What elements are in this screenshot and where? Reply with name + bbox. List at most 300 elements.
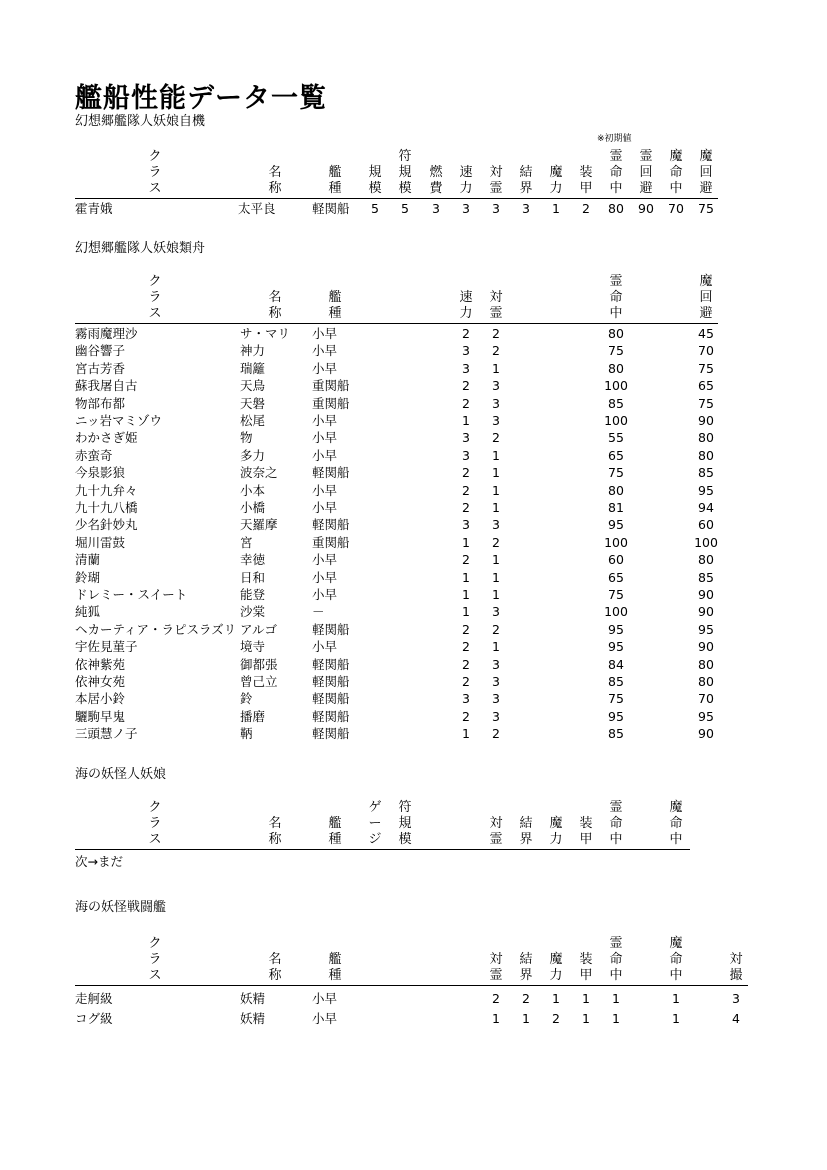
- table-cell: 95: [698, 708, 714, 724]
- table-cell: 75: [608, 465, 624, 481]
- header-char: ー: [368, 816, 382, 831]
- table-cell: 85: [608, 395, 624, 411]
- header-char: 魔: [669, 149, 683, 164]
- header-rule: [75, 849, 690, 850]
- row-class-name: 本居小鈴: [75, 691, 126, 707]
- table-cell: 95: [698, 621, 714, 637]
- header-char: 種: [328, 306, 342, 321]
- row-class-name: ドレミー・スイート: [75, 587, 188, 602]
- table-cell: 3: [432, 201, 440, 216]
- table-cell: 日和: [240, 569, 266, 585]
- header-char: 力: [459, 306, 473, 321]
- row-class-name: 宮古芳香: [75, 360, 126, 376]
- header-char: 艦: [328, 165, 342, 180]
- header-char: 魔: [669, 936, 683, 951]
- table-cell: 軽関船: [312, 674, 350, 689]
- table-cell: 80: [698, 552, 714, 568]
- column-header: [696, 149, 716, 197]
- row-class-name: 宇佐見菫子: [75, 639, 138, 655]
- table-cell: 軽関船: [312, 691, 350, 707]
- header-char: 霊: [489, 181, 503, 196]
- header-char: ク: [148, 936, 162, 951]
- table-cell: 1: [582, 1011, 590, 1026]
- table-cell: 2: [492, 621, 500, 637]
- table-cell: 1: [462, 534, 470, 550]
- row-class-name: 九十九弁々: [75, 482, 138, 498]
- header-char: 結: [519, 816, 533, 831]
- column-header: [395, 149, 415, 197]
- table-cell: 85: [698, 465, 714, 481]
- row-class-name: ニッ岩マミゾウ: [75, 413, 163, 428]
- header-char: 称: [268, 306, 282, 321]
- table-cell: 小早: [312, 1011, 338, 1026]
- table-cell: 瑞籬: [240, 360, 266, 376]
- row-class-name: 清蘭: [75, 552, 101, 568]
- row-class-name: 九十九八橋: [75, 500, 138, 515]
- initial-value-note: ※初期値: [597, 134, 632, 144]
- table-cell: 84: [608, 656, 624, 672]
- table-cell: 妖精: [240, 1011, 266, 1026]
- column-header: [726, 952, 746, 984]
- column-header: [325, 290, 345, 322]
- header-char: 力: [549, 968, 563, 983]
- header-char: 中: [669, 832, 683, 847]
- column-header: [576, 816, 596, 848]
- table-cell: 60: [698, 517, 714, 533]
- header-char: 霊: [609, 800, 623, 815]
- header-rule: [75, 985, 748, 986]
- header-char: 回: [699, 290, 713, 305]
- table-cell: 5: [371, 201, 379, 216]
- table-cell: 3: [492, 413, 500, 428]
- table-cell: 軽関船: [312, 201, 350, 216]
- table-cell: 1: [462, 569, 470, 585]
- table-cell: 3: [462, 447, 470, 463]
- table-cell: 1: [492, 552, 500, 568]
- header-char: 称: [268, 832, 282, 847]
- table-cell: 1: [522, 1011, 530, 1026]
- header-char: ラ: [148, 816, 162, 831]
- header-char: 種: [328, 181, 342, 196]
- table-cell: 3: [492, 604, 500, 620]
- header-char: 霊: [489, 968, 503, 983]
- table-cell: 3: [462, 430, 470, 446]
- table-cell: 2: [492, 534, 500, 550]
- table-cell: 80: [608, 482, 624, 498]
- header-char: 名: [268, 165, 282, 180]
- header-char: 規: [368, 165, 382, 180]
- header-char: ク: [148, 800, 162, 815]
- table-cell: 宮: [240, 534, 253, 550]
- table-cell: 天磐: [240, 395, 266, 411]
- row-class-name: 霍青娥: [75, 201, 113, 216]
- section-title: 幻想郷艦隊人妖娘類舟: [75, 241, 206, 256]
- table-cell: 3: [492, 656, 500, 672]
- row-class-name: コグ級: [75, 1011, 113, 1026]
- header-char: 魔: [699, 149, 713, 164]
- table-cell: 94: [698, 500, 714, 515]
- section-title: 海の妖怪戦闘艦: [75, 900, 167, 915]
- table-cell: 2: [492, 430, 500, 446]
- table-cell: 80: [698, 447, 714, 463]
- table-cell: 1: [672, 991, 680, 1006]
- table-cell: 1: [492, 447, 500, 463]
- table-cell: 70: [698, 343, 714, 359]
- header-char: 界: [519, 832, 533, 847]
- header-char: 霊: [609, 149, 623, 164]
- table-cell: 鞆: [240, 726, 253, 742]
- table-cell: 3: [492, 691, 500, 707]
- table-cell: 5: [401, 201, 409, 216]
- column-header: [365, 165, 385, 197]
- table-cell: 1: [492, 482, 500, 498]
- table-cell: 2: [462, 395, 470, 411]
- header-char: ラ: [148, 165, 162, 180]
- row-class-name: 堀川雷鼓: [75, 534, 126, 550]
- table-cell: 1: [672, 1011, 680, 1026]
- table-cell: 70: [698, 691, 714, 707]
- table-cell: 1: [492, 587, 500, 602]
- table-cell: 75: [698, 201, 714, 216]
- table-cell: 75: [698, 360, 714, 376]
- table-cell: 3: [492, 395, 500, 411]
- table-cell: 90: [698, 604, 714, 620]
- section-title: 海の妖怪人妖娘: [75, 767, 167, 782]
- table-cell: 1: [552, 991, 560, 1006]
- row-class-name: 三頭慧ノ子: [75, 726, 138, 742]
- header-char: 装: [579, 952, 593, 967]
- column-header: [426, 165, 446, 197]
- header-char: 燃: [429, 165, 443, 180]
- row-class-name: わかさぎ姫: [75, 430, 138, 446]
- table-cell: 御都張: [240, 656, 278, 672]
- table-cell: 小早: [312, 500, 338, 515]
- table-cell: 65: [608, 447, 624, 463]
- table-cell: 2: [462, 378, 470, 394]
- header-char: 避: [699, 306, 713, 321]
- table-cell: 45: [698, 326, 714, 341]
- page-title: 艦船性能データ一覧: [75, 83, 327, 114]
- table-cell: 90: [698, 587, 714, 602]
- table-cell: 1: [612, 1011, 620, 1026]
- column-header: [145, 274, 165, 322]
- column-header: [576, 165, 596, 197]
- header-char: 命: [609, 952, 623, 967]
- column-header: [395, 800, 415, 848]
- row-class-name: 純狐: [75, 604, 101, 620]
- header-char: 命: [609, 165, 623, 180]
- table-cell: 2: [492, 991, 500, 1006]
- table-cell: 85: [608, 726, 624, 742]
- column-header: [666, 936, 686, 984]
- header-char: ク: [148, 149, 162, 164]
- header-char: 名: [268, 952, 282, 967]
- column-header: [606, 149, 626, 197]
- column-header: [486, 952, 506, 984]
- header-char: 魔: [549, 165, 563, 180]
- pending-note: 次→まだ: [75, 854, 123, 869]
- table-cell: 65: [608, 569, 624, 585]
- table-cell: 1: [552, 201, 560, 216]
- table-cell: 100: [604, 413, 628, 428]
- header-char: 対: [489, 952, 503, 967]
- table-cell: 小本: [240, 482, 266, 498]
- table-cell: 80: [608, 201, 624, 216]
- column-header: [606, 936, 626, 984]
- table-cell: 3: [462, 201, 470, 216]
- table-cell: 妖精: [240, 991, 266, 1006]
- table-cell: 播磨: [240, 708, 266, 724]
- header-char: 規: [398, 816, 412, 831]
- table-cell: 55: [608, 430, 624, 446]
- header-char: 界: [519, 181, 533, 196]
- header-char: 艦: [328, 952, 342, 967]
- table-cell: 80: [608, 326, 624, 341]
- table-cell: 3: [492, 708, 500, 724]
- column-header: [546, 816, 566, 848]
- table-cell: 1: [492, 569, 500, 585]
- table-cell: 100: [604, 604, 628, 620]
- table-cell: 1: [582, 991, 590, 1006]
- header-char: 力: [549, 181, 563, 196]
- table-cell: 2: [462, 500, 470, 515]
- table-cell: 85: [608, 674, 624, 689]
- table-cell: 2: [462, 482, 470, 498]
- header-char: 称: [268, 181, 282, 196]
- table-cell: －: [312, 604, 325, 620]
- header-char: 魔: [549, 952, 563, 967]
- table-cell: 2: [492, 726, 500, 742]
- header-char: 中: [669, 968, 683, 983]
- table-cell: 95: [698, 482, 714, 498]
- table-cell: 1: [492, 360, 500, 376]
- table-cell: 重関船: [312, 395, 350, 411]
- column-header: [546, 165, 566, 197]
- table-cell: 75: [608, 343, 624, 359]
- table-cell: 小早: [312, 639, 338, 655]
- header-char: 模: [398, 181, 412, 196]
- header-char: 名: [268, 816, 282, 831]
- header-char: 命: [609, 290, 623, 305]
- header-char: 霊: [609, 274, 623, 289]
- row-class-name: 赤蛮奇: [75, 447, 113, 463]
- table-cell: 鈴: [240, 691, 253, 707]
- table-cell: 小早: [312, 413, 338, 428]
- column-header: [486, 165, 506, 197]
- table-cell: 2: [492, 343, 500, 359]
- header-char: 名: [268, 290, 282, 305]
- table-cell: 100: [604, 378, 628, 394]
- row-class-name: 今泉影狼: [75, 465, 126, 481]
- header-char: 対: [729, 952, 743, 967]
- header-char: 装: [579, 165, 593, 180]
- header-char: 中: [609, 968, 623, 983]
- table-cell: 90: [698, 726, 714, 742]
- table-cell: 1: [492, 639, 500, 655]
- header-char: 魔: [669, 800, 683, 815]
- header-char: 速: [459, 290, 473, 305]
- table-cell: 1: [492, 500, 500, 515]
- row-class-name: 物部布都: [75, 395, 126, 411]
- row-class-name: 幽谷響子: [75, 343, 126, 359]
- table-cell: 小早: [312, 552, 338, 568]
- column-header: [486, 816, 506, 848]
- table-cell: 3: [462, 517, 470, 533]
- table-cell: 75: [608, 691, 624, 707]
- table-cell: 小橋: [240, 500, 266, 515]
- row-class-name: 鈴瑚: [75, 569, 101, 585]
- table-cell: サ・マリ: [240, 326, 291, 341]
- column-header: [325, 816, 345, 848]
- table-cell: 3: [462, 343, 470, 359]
- row-class-name: 依神紫苑: [75, 656, 126, 672]
- column-header: [606, 800, 626, 848]
- header-char: 種: [328, 968, 342, 983]
- table-cell: 2: [462, 465, 470, 481]
- table-cell: 軽関船: [312, 656, 350, 672]
- table-cell: 神力: [240, 343, 266, 359]
- table-cell: 1: [462, 413, 470, 428]
- column-header: [516, 165, 536, 197]
- header-char: 中: [609, 306, 623, 321]
- header-char: 結: [519, 952, 533, 967]
- table-cell: 沙棠: [240, 604, 266, 620]
- row-class-name: 少名針妙丸: [75, 517, 138, 533]
- column-header: [325, 952, 345, 984]
- row-class-name: 驪駒早鬼: [75, 708, 126, 724]
- column-header: [546, 952, 566, 984]
- table-cell: アルゴ: [240, 621, 278, 637]
- column-header: [606, 274, 626, 322]
- row-class-name: 依神女苑: [75, 674, 126, 689]
- section-title: 幻想郷艦隊人妖娘自機: [75, 114, 206, 129]
- header-char: ラ: [148, 290, 162, 305]
- table-cell: 境寺: [240, 639, 266, 655]
- table-cell: 小早: [312, 430, 338, 446]
- header-char: 力: [459, 181, 473, 196]
- header-char: 中: [609, 181, 623, 196]
- table-cell: 60: [608, 552, 624, 568]
- table-cell: 小早: [312, 991, 338, 1006]
- column-header: [456, 290, 476, 322]
- header-char: ゲ: [368, 800, 382, 815]
- header-char: 称: [268, 968, 282, 983]
- column-header: [365, 800, 385, 848]
- header-char: 甲: [579, 968, 593, 983]
- table-cell: 天羅摩: [240, 517, 278, 533]
- column-header: [696, 274, 716, 322]
- table-cell: 3: [492, 517, 500, 533]
- table-cell: 軽関船: [312, 517, 350, 533]
- table-cell: 2: [552, 1011, 560, 1026]
- column-header: [145, 800, 165, 848]
- table-cell: 軽関船: [312, 621, 350, 637]
- table-cell: 3: [732, 991, 740, 1006]
- header-char: 符: [398, 800, 412, 815]
- header-char: 模: [368, 181, 382, 196]
- row-class-name: 霧雨魔理沙: [75, 326, 138, 341]
- table-cell: 2: [462, 656, 470, 672]
- table-cell: 81: [608, 500, 624, 515]
- column-header: [265, 952, 285, 984]
- table-cell: 80: [608, 360, 624, 376]
- header-char: 甲: [579, 181, 593, 196]
- table-cell: 小早: [312, 569, 338, 585]
- table-cell: 1: [462, 587, 470, 602]
- table-cell: 波奈之: [240, 465, 278, 481]
- header-char: 回: [639, 165, 653, 180]
- table-cell: 小早: [312, 360, 338, 376]
- table-cell: 75: [698, 395, 714, 411]
- row-class-name: 走舸級: [75, 991, 113, 1006]
- header-char: 避: [699, 181, 713, 196]
- column-header: [456, 165, 476, 197]
- row-class-name: 蘇我屠自古: [75, 378, 138, 394]
- header-char: 中: [669, 181, 683, 196]
- table-cell: 65: [698, 378, 714, 394]
- table-cell: 3: [492, 378, 500, 394]
- column-header: [576, 952, 596, 984]
- table-cell: 3: [462, 360, 470, 376]
- table-cell: 75: [608, 587, 624, 602]
- header-char: 中: [609, 832, 623, 847]
- table-cell: 90: [638, 201, 654, 216]
- header-char: 速: [459, 165, 473, 180]
- table-cell: 2: [462, 639, 470, 655]
- header-char: 対: [489, 165, 503, 180]
- table-cell: 小早: [312, 482, 338, 498]
- header-char: 魔: [699, 274, 713, 289]
- table-cell: 90: [698, 413, 714, 428]
- table-cell: 70: [668, 201, 684, 216]
- header-char: 霊: [489, 306, 503, 321]
- table-cell: 小早: [312, 343, 338, 359]
- table-cell: 2: [462, 674, 470, 689]
- header-char: 界: [519, 968, 533, 983]
- header-char: 命: [669, 165, 683, 180]
- table-cell: 重関船: [312, 378, 350, 394]
- column-header: [516, 952, 536, 984]
- header-char: 命: [669, 816, 683, 831]
- table-cell: 1: [612, 991, 620, 1006]
- column-header: [325, 165, 345, 197]
- header-char: 艦: [328, 816, 342, 831]
- table-cell: 小早: [312, 447, 338, 463]
- table-cell: 3: [492, 674, 500, 689]
- header-char: 魔: [549, 816, 563, 831]
- table-cell: 軽関船: [312, 708, 350, 724]
- column-header: [145, 936, 165, 984]
- table-cell: 100: [694, 534, 718, 550]
- column-header: [636, 149, 656, 197]
- table-cell: 95: [608, 639, 624, 655]
- column-header: [516, 816, 536, 848]
- table-cell: 1: [492, 1011, 500, 1026]
- header-char: 避: [639, 181, 653, 196]
- table-cell: 80: [698, 656, 714, 672]
- header-char: ス: [148, 181, 162, 196]
- table-cell: 85: [698, 569, 714, 585]
- table-cell: 95: [608, 708, 624, 724]
- header-char: 対: [489, 290, 503, 305]
- table-cell: 小早: [312, 326, 338, 341]
- header-char: 霊: [639, 149, 653, 164]
- table-cell: 物: [240, 430, 253, 446]
- header-char: 撮: [729, 968, 743, 983]
- table-cell: 80: [698, 430, 714, 446]
- table-cell: 天鳥: [240, 378, 266, 394]
- header-rule: [75, 198, 718, 199]
